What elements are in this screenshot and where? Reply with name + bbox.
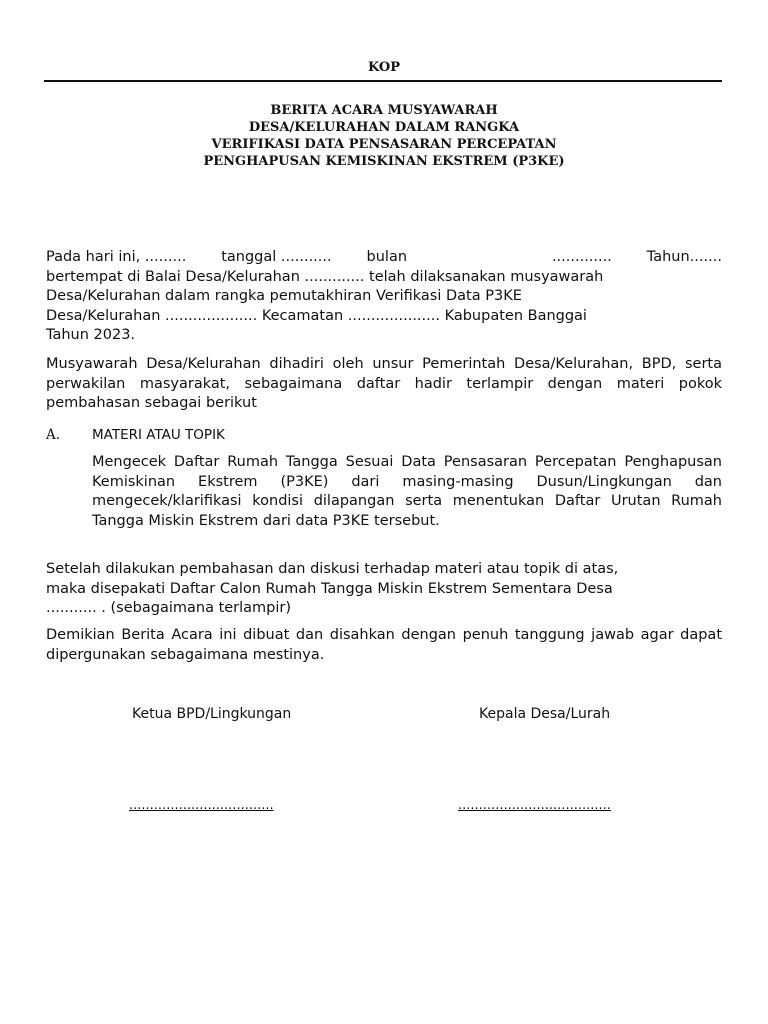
signature-label-bpd: Ketua BPD/Lingkungan: [132, 706, 292, 722]
opening-line-region: Desa/Kelurahan .................... Kecamatan .................... Kabupaten Banggai: [46, 307, 587, 324]
closing-paragraph: Demikian Berita Acara ini dibuat dan disahkan dengan penuh tanggung jawab agar dapat dipergunakan sebagaimana mestinya.: [46, 627, 722, 663]
signature-line-bpd: ...................................: [129, 798, 274, 813]
title-line: DESA/KELURAHAN DALAM RANGKA: [248, 120, 520, 135]
agreement-line: maka disepakati Daftar Calon Rumah Tangga Miskin Ekstrem Sementara Desa: [46, 580, 613, 597]
signature-line-kepala-desa: .....................................: [458, 798, 611, 813]
signature-label-kepala-desa: Kepala Desa/Lurah: [479, 706, 611, 722]
title-line: PENGHAPUSAN KEMISKINAN EKSTREM (P3KE): [203, 154, 565, 169]
section-a-body: Mengecek Daftar Rumah Tangga Sesuai Data Pensasaran Percepatan Penghapusan Kemiskinan Ekstrem (P3KE) dari masing-masing Dusun/Lingkungan dan mengecek/klarifikasi kondisi dilapangan serta menentukan Daftar Urutan Rumah Tangga Miskin Ekstrem dari data P3KE tersebut.: [92, 454, 722, 529]
opening-line-location: bertempat di Balai Desa/Kelurahan ............. telah dilaksanakan musyawarah: [46, 268, 604, 285]
letterhead-placeholder: KOP: [367, 60, 401, 75]
title-line: BERITA ACARA MUSYAWARAH: [270, 103, 498, 118]
month-field: .............: [551, 249, 612, 265]
document-title: [0, 102, 768, 170]
opening-paragraph: [46, 248, 722, 346]
agreement-line: Setelah dilakukan pembahasan dan diskusi terhadap materi atau topik di atas,: [46, 561, 619, 577]
title-line: VERIFIKASI DATA PENSASARAN PERCEPATAN: [211, 137, 557, 152]
section-a-title: MATERI ATAU TOPIK: [92, 427, 225, 443]
opening-line-date: [46, 248, 722, 268]
attendance-paragraph: Musyawarah Desa/Kelurahan dihadiri oleh unsur Pemerintah Desa/Kelurahan, BPD, serta perwakilan masyarakat, sebagaimana daftar hadir terlampir dengan materi pokok pembahasan sebagai berikut: [46, 356, 722, 411]
section-a-letter: A.: [46, 427, 61, 443]
letterhead-divider: [44, 80, 722, 82]
agreement-line: ........... . (sebagaimana terlampir): [46, 600, 292, 616]
year-field: Tahun.......: [646, 249, 722, 265]
opening-line-year: Tahun 2023.: [46, 327, 136, 343]
month-label: bulan: [366, 249, 408, 265]
opening-line-purpose: Desa/Kelurahan dalam rangka pemutakhiran Verifikasi Data P3KE: [46, 288, 522, 304]
day-field: Pada hari ini, .........: [46, 249, 187, 265]
agreement-paragraph: [46, 560, 722, 619]
section-a-heading: [46, 426, 722, 446]
date-field: tanggal ...........: [221, 249, 332, 265]
